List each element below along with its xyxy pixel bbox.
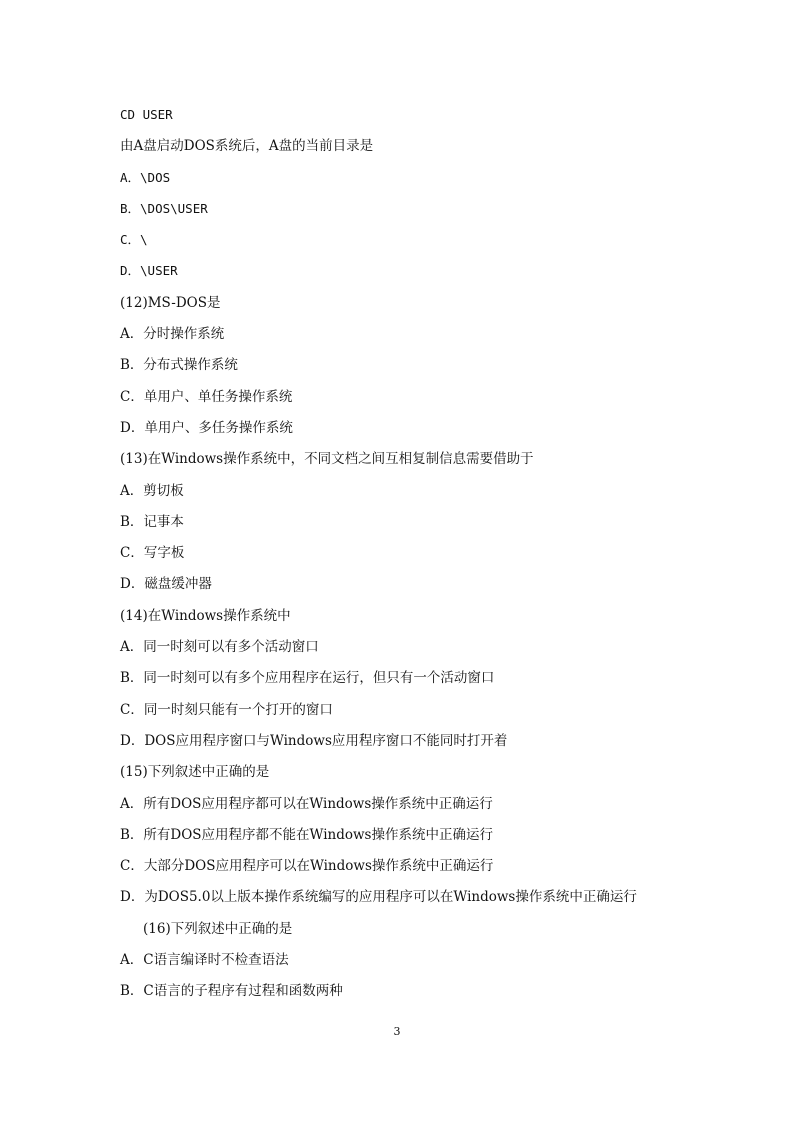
text-line-command: CD USER: [120, 107, 173, 122]
page-content: [120, 103, 720, 1011]
option-d: D．单用户、多任务操作系统: [120, 419, 293, 436]
question-12: (12)MS-DOS是: [120, 294, 221, 311]
question-15: (15)下列叙述中正确的是: [120, 764, 270, 781]
option-d: D．为DOS5.0以上版本操作系统编写的应用程序可以在Windows操作系统中正确运行: [120, 889, 637, 906]
question-14: (14)在Windows操作系统中: [120, 607, 291, 624]
option-a: A．同一时刻可以有多个活动窗口: [120, 639, 319, 656]
option-a: A．剪切板: [120, 482, 184, 499]
option-b: B．所有DOS应用程序都不能在Windows操作系统中正确运行: [120, 826, 493, 843]
option-b: B．分布式操作系统: [120, 357, 238, 374]
option-b: B．C语言的子程序有过程和函数两种: [120, 983, 343, 1000]
option-d: D．DOS应用程序窗口与Windows应用程序窗口不能同时打开着: [120, 732, 508, 749]
option-d: D．\USER: [120, 263, 178, 279]
option-d: D．磁盘缓冲器: [120, 576, 212, 593]
option-c: C．写字板: [120, 545, 185, 562]
option-a: A．\DOS: [120, 169, 171, 185]
option-c: C．大部分DOS应用程序可以在Windows操作系统中正确运行: [120, 858, 494, 875]
page-number: 3: [393, 1025, 401, 1038]
question-13: (13)在Windows操作系统中，不同文档之间互相复制信息需要借助于: [120, 451, 534, 468]
option-c: C．同一时刻只能有一个打开的窗口: [120, 701, 333, 718]
option-a: A．所有DOS应用程序都可以在Windows操作系统中正确运行: [120, 795, 493, 812]
option-c: C．单用户、单任务操作系统: [120, 388, 293, 405]
option-a: A．C语言编译时不检查语法: [120, 952, 289, 969]
option-c: C．\: [120, 232, 148, 248]
option-b: B．记事本: [120, 513, 184, 530]
option-a: A．分时操作系统: [120, 326, 225, 343]
question-text: 由A盘启动DOS系统后，A盘的当前目录是: [120, 138, 374, 155]
option-b: B．同一时刻可以有多个应用程序在运行，但只有一个活动窗口: [120, 670, 495, 687]
question-16: (16)下列叙述中正确的是: [143, 920, 293, 937]
option-b: B．\DOS\USER: [120, 200, 208, 216]
